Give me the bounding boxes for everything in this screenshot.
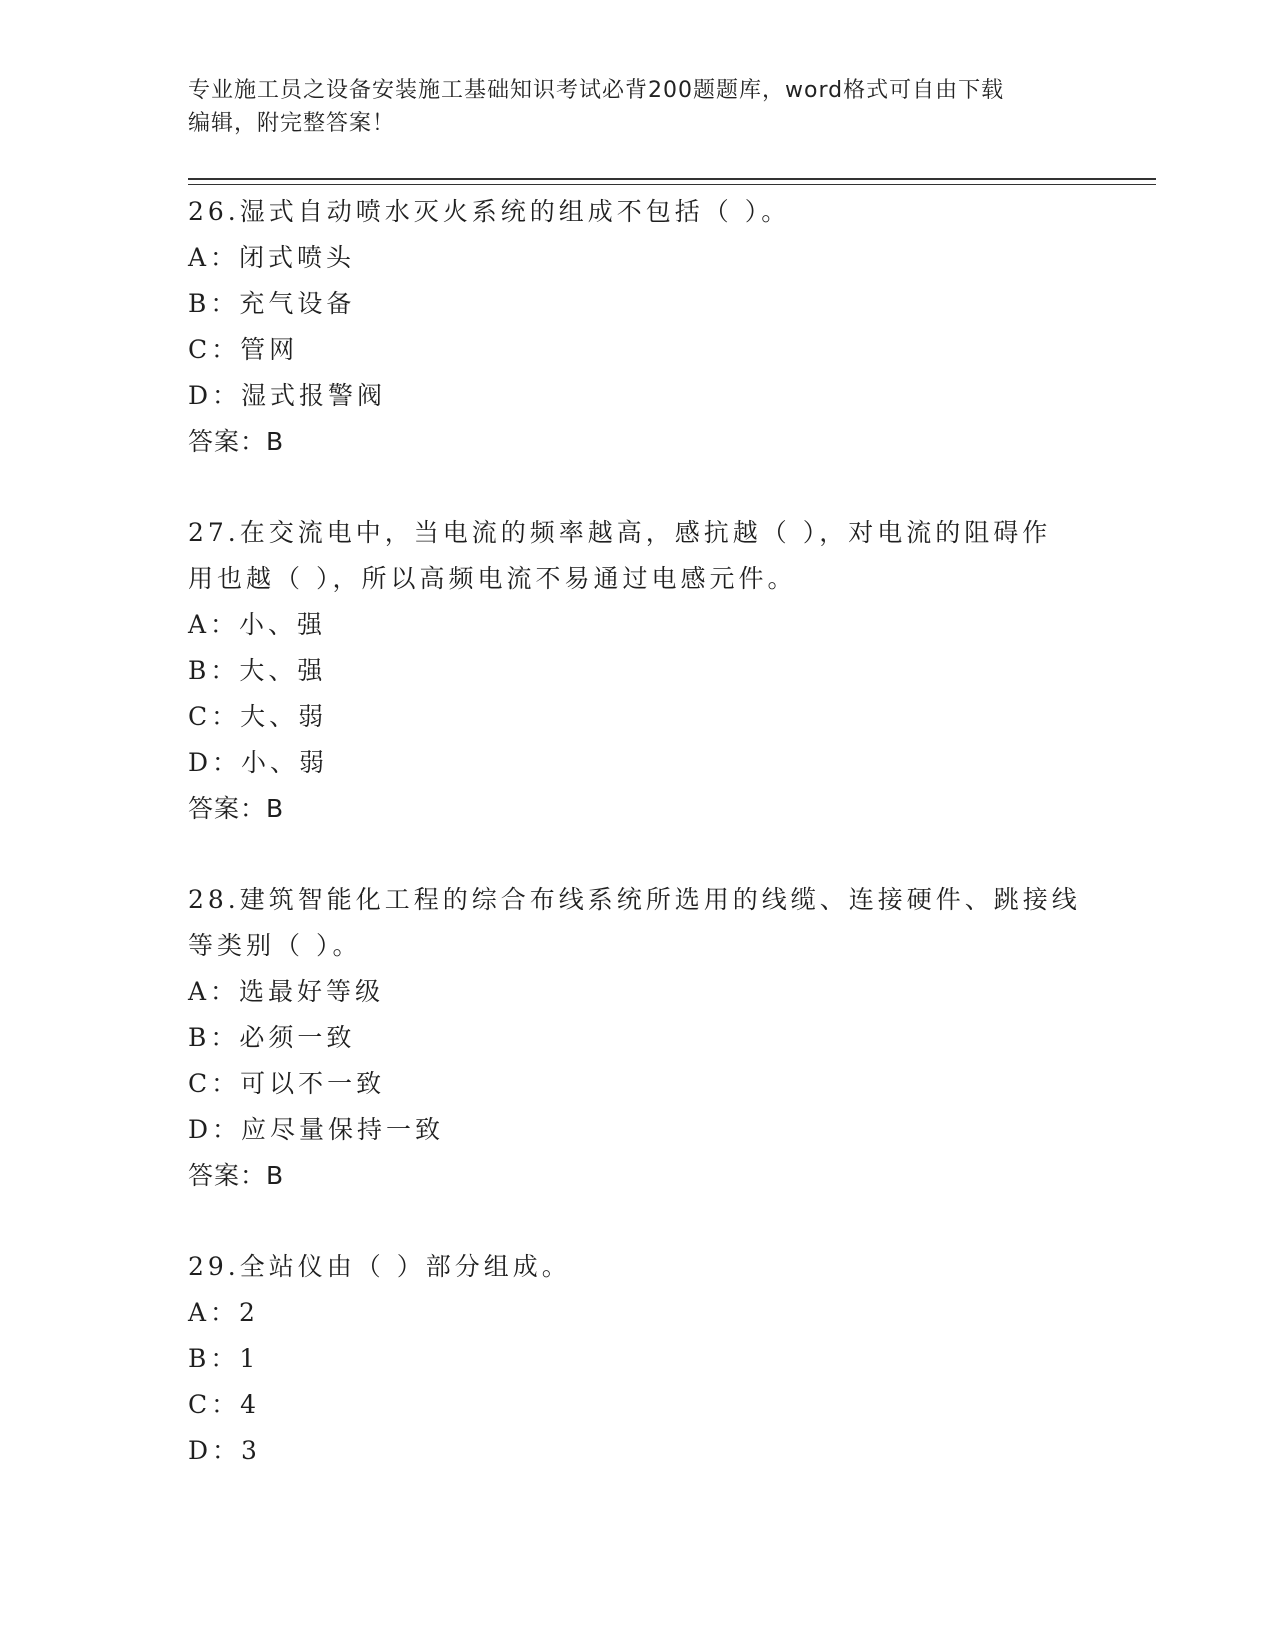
option-d: D：3 [188, 1436, 261, 1465]
option-d: D：小、弱 [188, 748, 329, 777]
answer-line: 答案：B [188, 1161, 285, 1190]
question-27 [188, 510, 1088, 832]
header-divider-thick [188, 178, 1156, 180]
option-a: A：小、强 [188, 610, 327, 639]
option-a: A：2 [188, 1298, 259, 1327]
option-a: A：闭式喷头 [188, 243, 356, 272]
header-line-1: 专业施工员之设备安装施工基础知识考试必背200题题库，word格式可自由下载 [188, 78, 1005, 103]
question-stem: 29.全站仪由（ ）部分组成。 [188, 1252, 571, 1281]
option-b: B：1 [188, 1344, 260, 1373]
option-c: C：可以不一致 [188, 1069, 386, 1098]
option-c: C：4 [188, 1390, 261, 1419]
question-28 [188, 877, 1088, 1199]
question-stem-continued: 等类别（ ）。 [188, 931, 362, 960]
document-header [188, 74, 1088, 140]
option-b: B：必须一致 [188, 1023, 356, 1052]
question-stem: 26.湿式自动喷水灭火系统的组成不包括（ ）。 [188, 197, 791, 226]
answer-line: 答案：B [188, 427, 285, 456]
option-b: B：大、强 [188, 656, 327, 685]
question-stem: 28.建筑智能化工程的综合布线系统所选用的线缆、连接硬件、跳接线 [188, 885, 1081, 914]
option-c: C：管网 [188, 335, 299, 364]
option-d: D：应尽量保持一致 [188, 1115, 445, 1144]
question-29 [188, 1244, 1088, 1474]
option-d: D：湿式报警阀 [188, 381, 387, 410]
answer-line: 答案：B [188, 794, 285, 823]
question-26 [188, 189, 1088, 465]
header-divider-thin [188, 184, 1156, 185]
option-c: C：大、弱 [188, 702, 328, 731]
option-a: A：选最好等级 [188, 977, 385, 1006]
question-stem: 27.在交流电中，当电流的频率越高，感抗越（ ），对电流的阻碍作 [188, 518, 1052, 547]
option-b: B：充气设备 [188, 289, 356, 318]
question-stem-continued: 用也越（ ），所以高频电流不易通过电感元件。 [188, 564, 797, 593]
header-line-2: 编辑，附完整答案！ [188, 111, 396, 136]
